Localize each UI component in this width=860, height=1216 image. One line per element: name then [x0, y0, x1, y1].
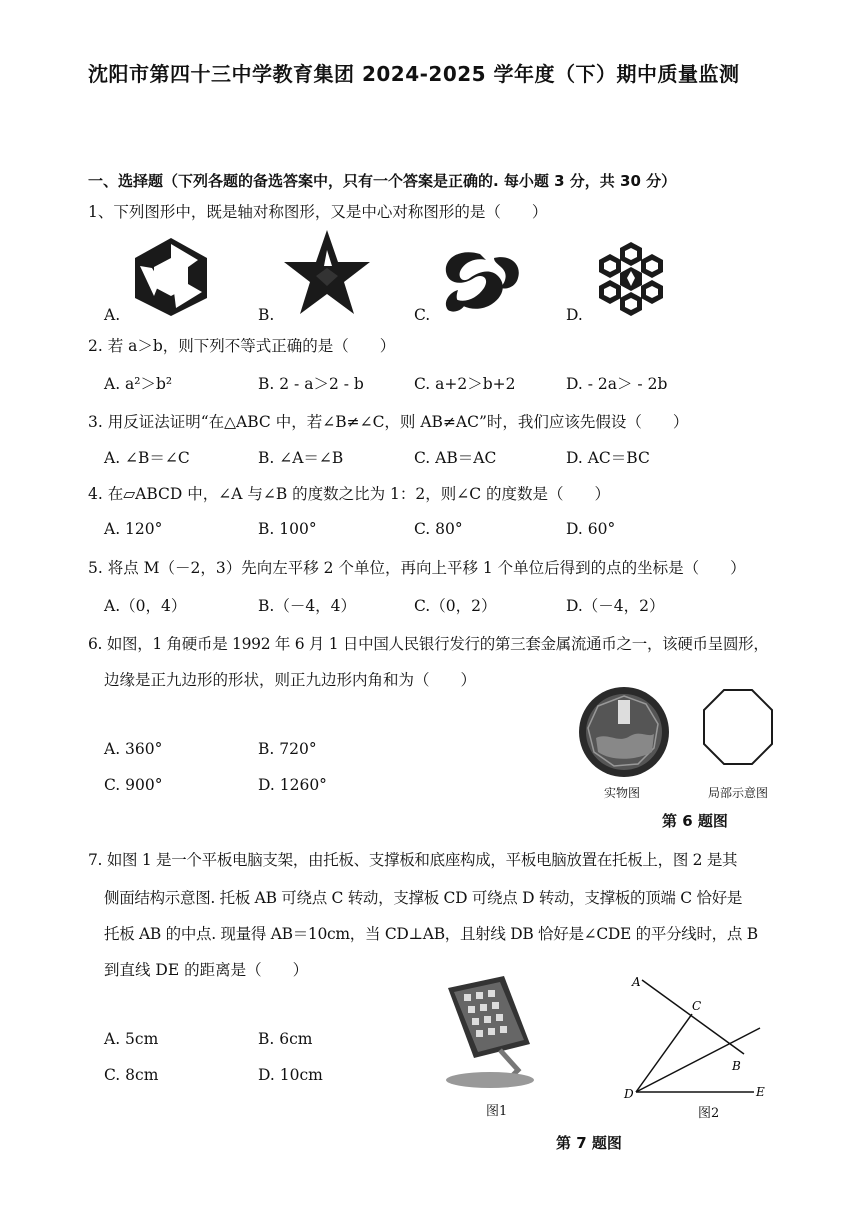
q1-figure-a-icon [130, 236, 212, 318]
q4-option-c[interactable]: C. 80° [414, 520, 463, 538]
q6-option-b[interactable]: B. 720° [258, 740, 317, 758]
q7-option-d[interactable]: D. 10cm [258, 1066, 323, 1084]
q3-option-d[interactable]: D. AC＝BC [566, 449, 650, 467]
question-5-stem: 5. 将点 M（－2，3）先向左平移 2 个单位，再向上平移 1 个单位后得到的点的坐标是（ ） [88, 559, 746, 577]
q7-option-c[interactable]: C. 8cm [104, 1066, 159, 1084]
tablet-stand-photo-icon [440, 974, 556, 1090]
question-3-stem: 3. 用反证法证明“在△ABC 中，若∠B≠∠C，则 AB≠AC”时，我们应该先假设（ ） [88, 413, 689, 431]
q1-option-d[interactable]: D. [566, 306, 583, 324]
q4-option-b[interactable]: B. 100° [258, 520, 317, 538]
question-1-stem: 1、下列图形中，既是轴对称图形，又是中心对称图形的是（ ） [88, 203, 548, 221]
question-7-stem-line4: 到直线 DE 的距离是（ ） [104, 961, 309, 979]
coin-photo-icon [578, 686, 670, 778]
q1-figure-c-icon [440, 248, 524, 314]
nonagon-sketch-icon [702, 688, 774, 766]
question-6-stem-line2: 边缘是正九边形的形状，则正九边形内角和为（ ） [104, 671, 477, 689]
q7-option-a[interactable]: A. 5cm [104, 1030, 159, 1048]
q1-option-b[interactable]: B. [258, 306, 275, 324]
q2-option-a[interactable]: A. a²＞b² [104, 375, 173, 393]
point-c-label: C [692, 999, 702, 1013]
fig6-photo-label: 实物图 [604, 786, 641, 800]
point-d-label: D [624, 1087, 634, 1101]
q3-option-a[interactable]: A. ∠B＝∠C [104, 449, 190, 467]
q2-option-d[interactable]: D. - 2a＞ - 2b [566, 375, 668, 393]
question-2-stem: 2. 若 a＞b，则下列不等式正确的是（ ） [88, 337, 396, 355]
q6-option-a[interactable]: A. 360° [104, 740, 163, 758]
q3-option-c[interactable]: C. AB＝AC [414, 449, 497, 467]
question-4-stem: 4. 在▱ABCD 中，∠A 与∠B 的度数之比为 1：2，则∠C 的度数是（ ） [88, 485, 611, 503]
q5-option-a[interactable]: A.（0，4） [104, 597, 187, 615]
q3-option-b[interactable]: B. ∠A＝∠B [258, 449, 344, 467]
section-heading: 一、选择题（下列各题的备选答案中，只有一个答案是正确的. 每小题 3 分，共 30 分） [88, 172, 677, 190]
q6-option-d[interactable]: D. 1260° [258, 776, 327, 794]
q6-option-c[interactable]: C. 900° [104, 776, 163, 794]
q7-option-b[interactable]: B. 6cm [258, 1030, 313, 1048]
q4-option-d[interactable]: D. 60° [566, 520, 616, 538]
q4-option-a[interactable]: A. 120° [104, 520, 163, 538]
question-7-stem-line3: 托板 AB 的中点. 现量得 AB＝10cm，当 CD⊥AB，且射线 DB 恰好是∠CDE 的平分线时，点 B [104, 925, 758, 943]
page-title: 沈阳市第四十三中学教育集团 2024-2025 学年度（下）期中质量监测 [88, 62, 740, 86]
q5-option-b[interactable]: B.（－4，4） [258, 597, 357, 615]
point-b-label: B [732, 1059, 741, 1073]
fig7-diagram-label: 图2 [698, 1106, 720, 1121]
segment-dc [636, 1014, 692, 1092]
ray-db [636, 1028, 760, 1092]
question-6-stem-line1: 6. 如图，1 角硬币是 1992 年 6 月 1 日中国人民银行发行的第三套金属流通币之一，该硬币呈圆形， [88, 635, 769, 653]
q1-figure-b-icon [282, 228, 372, 318]
q2-option-c[interactable]: C. a+2＞b+2 [414, 375, 516, 393]
fig6-sketch-label: 局部示意图 [708, 786, 769, 800]
point-e-label: E [756, 1085, 765, 1099]
question-7-stem-line1: 7. 如图 1 是一个平板电脑支架，由托板、支撑板和底座构成，平板电脑放置在托板上，图 2 是其 [88, 851, 738, 869]
fig6-caption: 第 6 题图 [662, 812, 728, 830]
q1-option-c[interactable]: C. [414, 306, 431, 324]
q1-option-a[interactable]: A. [104, 306, 121, 324]
question-7-stem-line2: 侧面结构示意图. 托板 AB 可绕点 C 转动，支撑板 CD 可绕点 D 转动，支撑板的顶端 C 恰好是 [104, 889, 743, 907]
geometry-diagram [620, 966, 770, 1101]
segment-ab [642, 980, 744, 1054]
q5-option-c[interactable]: C.（0，2） [414, 597, 497, 615]
q1-figure-d-icon [592, 240, 670, 318]
fig7-caption: 第 7 题图 [556, 1134, 622, 1152]
q2-option-b[interactable]: B. 2 - a＞2 - b [258, 375, 364, 393]
q5-option-d[interactable]: D.（－4，2） [566, 597, 665, 615]
point-a-label: A [632, 975, 641, 989]
fig7-photo-label: 图1 [486, 1104, 508, 1119]
